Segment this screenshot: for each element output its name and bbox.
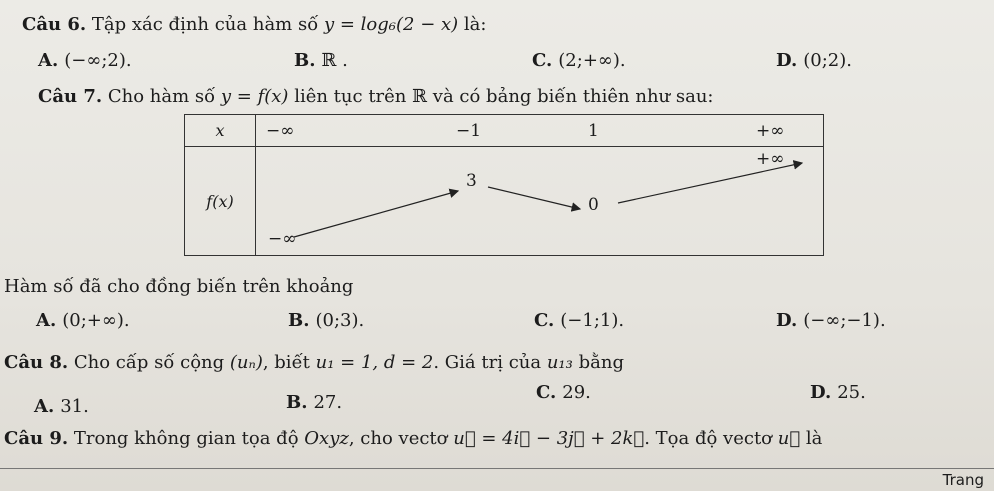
question-9	[4, 428, 822, 449]
q8-option-c-value: 29.	[562, 382, 591, 403]
x-value-neg-inf: −∞	[266, 121, 295, 141]
table-x-header: x	[185, 115, 256, 147]
x-value-pos-inf: +∞	[756, 121, 785, 141]
table-f-header: f(x)	[185, 147, 256, 256]
variation-arrows	[256, 147, 824, 255]
question-8-text: Cho cấp số cộng	[73, 352, 225, 373]
q8-option-a-letter: A.	[34, 396, 55, 417]
q7-option-c-value: (−1;1).	[560, 310, 625, 331]
q6-option-b[interactable]	[294, 50, 348, 71]
question-7-label: Câu 7.	[38, 86, 103, 107]
x-value-neg-one: −1	[456, 121, 482, 141]
q6-option-c[interactable]	[532, 50, 626, 71]
page-footer: Trang	[942, 471, 984, 489]
question-6-function: y = log₆(2 − x)	[323, 14, 459, 35]
question-8-given: u₁ = 1, d = 2	[315, 352, 434, 373]
f-value-end: +∞	[756, 149, 785, 169]
question-8	[4, 352, 624, 373]
question-6-text: Tập xác định của hàm số	[91, 14, 319, 35]
q6-option-d-value: (0;2).	[803, 50, 852, 71]
q8-option-d[interactable]	[810, 382, 866, 403]
question-9-text: Trong không gian tọa độ	[73, 428, 299, 449]
q8-option-d-value: 25.	[837, 382, 866, 403]
q6-option-d-letter: D.	[776, 50, 798, 71]
question-7-function: y = f(x)	[220, 86, 289, 107]
question-9-space: Oxyz	[304, 428, 349, 449]
f-value-max: 3	[466, 171, 477, 191]
q8-option-b-letter: B.	[286, 392, 308, 413]
q6-option-a-value: (−∞;2).	[64, 50, 132, 71]
table-x-row	[256, 115, 824, 147]
question-9-mid: , cho vectơ	[348, 428, 448, 449]
question-6-label: Câu 6.	[22, 14, 87, 35]
q8-option-d-letter: D.	[810, 382, 832, 403]
q8-option-c[interactable]	[536, 382, 591, 403]
q8-option-a-value: 31.	[60, 396, 89, 417]
page-divider	[0, 468, 994, 469]
question-8-mid: , biết	[262, 352, 310, 373]
q6-option-c-letter: C.	[532, 50, 553, 71]
q6-option-c-value: (2;+∞).	[558, 50, 626, 71]
question-7-tail: liên tục trên ℝ và có bảng biến thiên như sau:	[294, 86, 714, 107]
question-7-text: Cho hàm số	[107, 86, 216, 107]
q7-option-b[interactable]	[288, 310, 364, 331]
q7-option-c[interactable]	[534, 310, 624, 331]
question-8-end: bằng	[578, 352, 624, 373]
q7-option-b-value: (0;3).	[315, 310, 365, 331]
q6-option-a[interactable]	[38, 50, 132, 71]
question-9-label: Câu 9.	[4, 428, 69, 449]
q8-option-c-letter: C.	[536, 382, 557, 403]
f-value-start: −∞	[268, 229, 297, 249]
question-8-label: Câu 8.	[4, 352, 69, 373]
q6-option-a-letter: A.	[38, 50, 59, 71]
f-value-min: 0	[588, 195, 599, 215]
q7-option-a-letter: A.	[36, 310, 57, 331]
q7-option-c-letter: C.	[534, 310, 555, 331]
question-8-target: u₁₃	[546, 352, 573, 373]
q7-option-d-letter: D.	[776, 310, 798, 331]
table-f-row	[256, 147, 824, 256]
q6-option-d[interactable]	[776, 50, 852, 71]
arrow-up-left	[294, 191, 458, 237]
variation-table	[184, 114, 824, 256]
x-value-one: 1	[588, 121, 599, 141]
q8-option-a[interactable]	[34, 396, 89, 417]
q7-option-d-value: (−∞;−1).	[803, 310, 886, 331]
q7-option-b-letter: B.	[288, 310, 310, 331]
q7-option-a[interactable]	[36, 310, 130, 331]
arrow-up-right	[618, 163, 802, 203]
question-8-tail: . Giá trị của	[433, 352, 542, 373]
question-8-sequence: (uₙ)	[229, 352, 263, 373]
question-9-tail: . Tọa độ vectơ	[644, 428, 773, 449]
q7-option-a-value: (0;+∞).	[62, 310, 130, 331]
question-9-vector: u⃗ = 4i⃗ − 3j⃗ + 2k⃗	[453, 428, 645, 449]
question-6	[22, 14, 486, 35]
question-9-end: là	[805, 428, 823, 449]
q8-option-b-value: 27.	[313, 392, 343, 413]
q6-option-b-value: ℝ .	[321, 50, 348, 71]
q8-option-b[interactable]	[286, 392, 342, 413]
question-7	[38, 86, 714, 107]
question-6-tail: là:	[463, 14, 487, 35]
arrow-down	[488, 187, 580, 209]
question-7-prompt: Hàm số đã cho đồng biến trên khoảng	[4, 276, 354, 297]
q7-option-d[interactable]	[776, 310, 886, 331]
q6-option-b-letter: B.	[294, 50, 316, 71]
question-9-vector-name: u⃗	[777, 428, 801, 449]
